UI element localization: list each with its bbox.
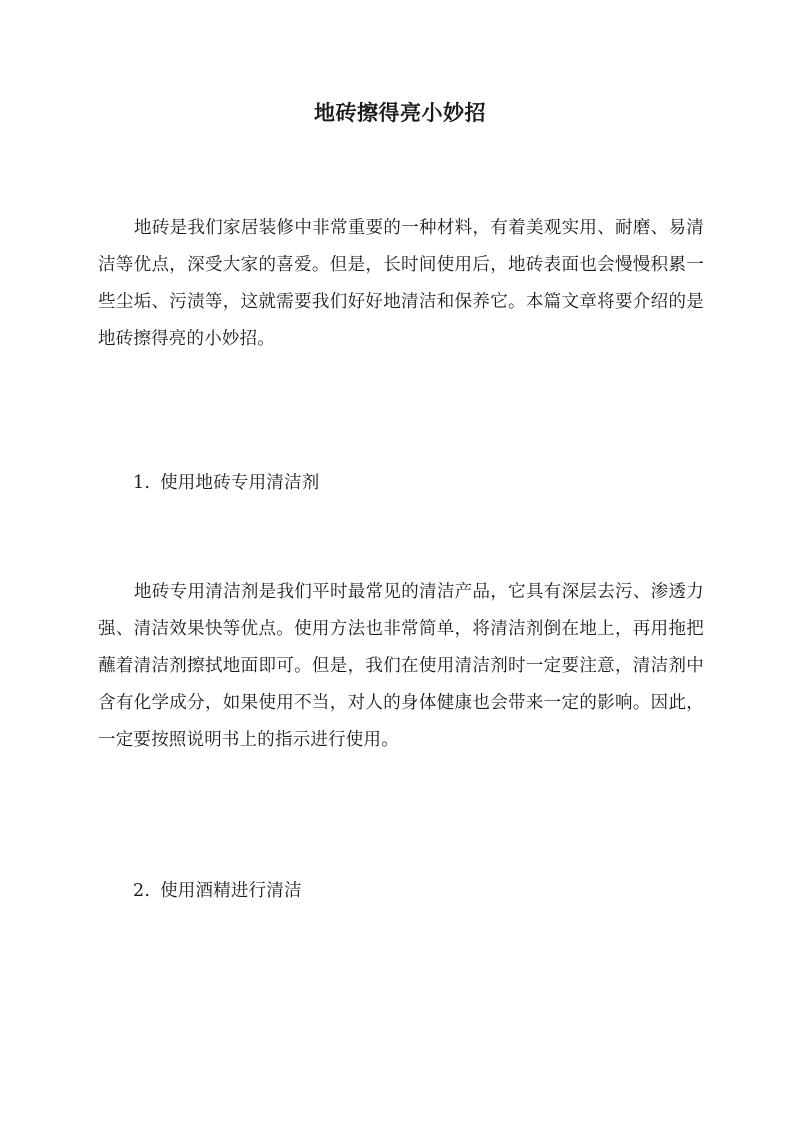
section-heading-text-1: 使用地砖专用清洁剂: [160, 473, 320, 493]
section-body-1: 地砖专用清洁剂是我们平时最常见的清洁产品，它具有深层去污、渗透力强、清洁效果快等优点。使用方法也非常简单，将清洁剂倒在地上，再用拖把蘸着清洁剂擦拭地面即可。但是，我们在使用清洁剂时一定要注意，清洁剂中含有化学成分，如果使用不当，对人的身体健康也会带来一定的影响。因此，一定要按照说明书上的指示进行使用。: [98, 582, 704, 750]
section-heading-2: [133, 873, 693, 910]
section-heading-text-2: 使用酒精进行清洁: [160, 881, 302, 901]
intro-paragraph: 地砖是我们家居装修中非常重要的一种材料，有着美观实用、耐磨、易清洁等优点，深受大家的喜爱。但是，长时间使用后，地砖表面也会慢慢积累一些尘垢、污渍等，这就需要我们好好地清洁和保养它。本篇文章将要介绍的是地砖擦得亮的小妙招。: [98, 218, 704, 349]
document-title: 地砖擦得亮小妙招: [314, 100, 486, 125]
section-number-1: 1.: [133, 473, 151, 493]
section-heading-1: [133, 465, 693, 502]
section-number-2: 2.: [133, 881, 151, 901]
